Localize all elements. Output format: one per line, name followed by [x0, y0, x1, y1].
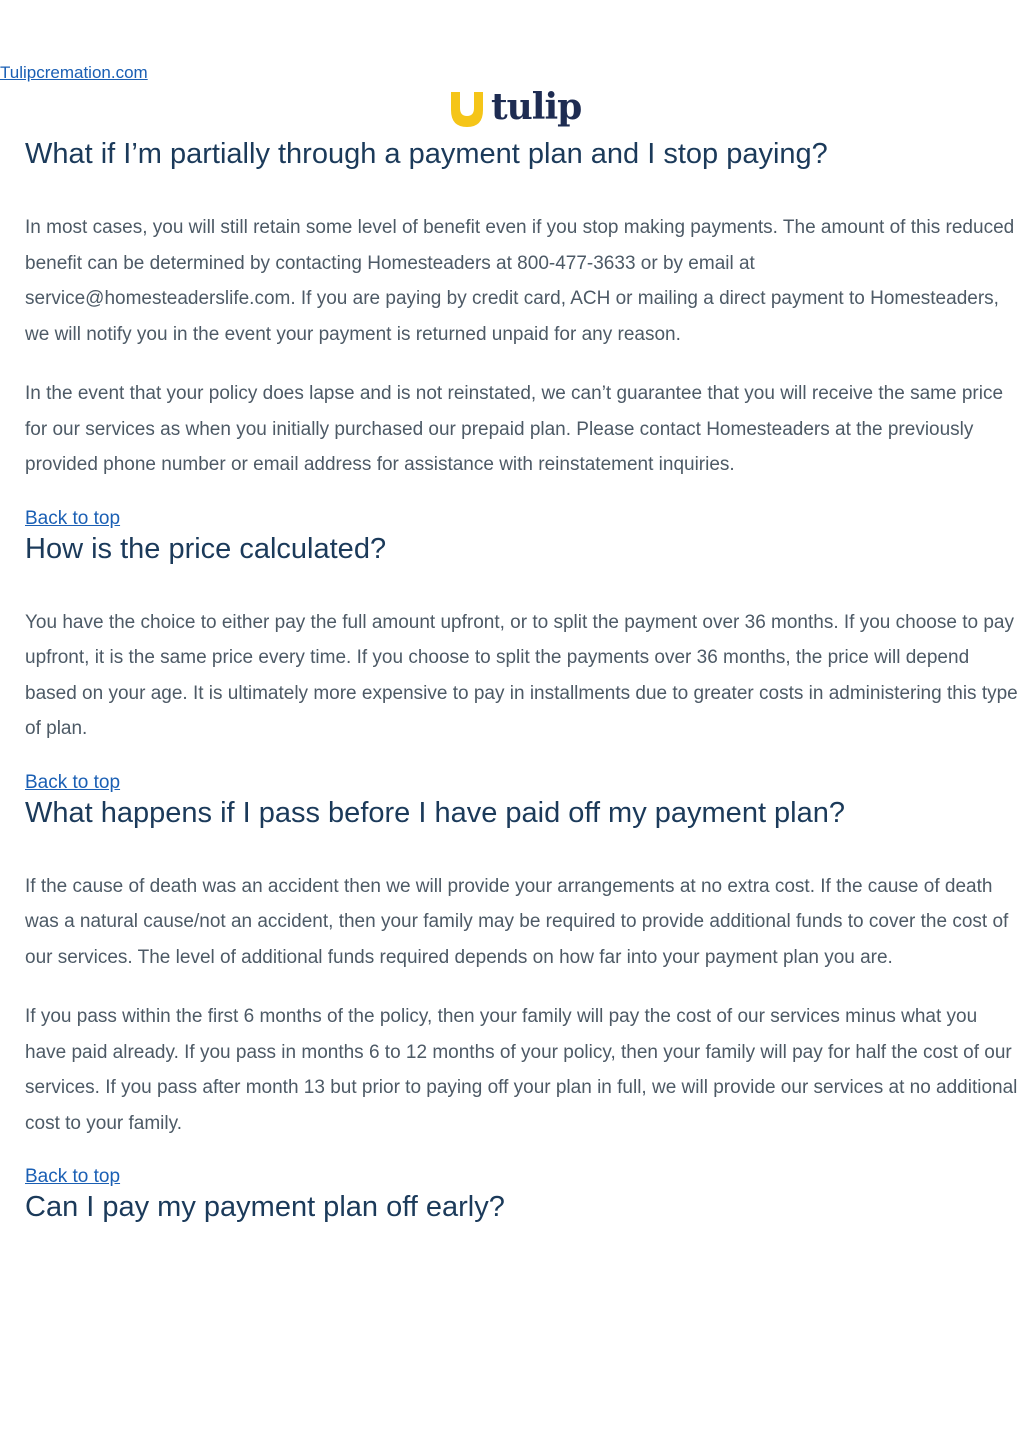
faq-paragraph: If you pass within the first 6 months of the policy, then your family will pay the cost of our services minus what you have paid already. If you pass in months 6 to 12 months of your policy, then your family will pay for half the cost of our services. If you pass after month 13 but prior to paying off your plan in full, we will provide our services at no additional cost to your family.	[25, 1006, 1018, 1134]
tulip-cup-icon	[449, 89, 485, 129]
back-to-top-link[interactable]: Back to top	[25, 507, 121, 529]
logo-wordmark: tulip	[491, 86, 582, 128]
back-to-top-link[interactable]: Back to top	[25, 1166, 121, 1187]
faq-content	[25, 136, 1021, 1225]
faq-heading-pass-before-paid: What happens if I pass before I have paid off my payment plan?	[25, 796, 846, 829]
tulip-logo	[449, 88, 581, 130]
back-to-top-link[interactable]: Back to top	[25, 771, 121, 793]
faq-paragraph: In the event that your policy does lapse and is not reinstated, we can’t guarantee that you will receive the same price for our services as when you initially purchased our prepaid plan. Please contact Homesteaders at the previously provided phone number or email address for assistance with reinstatement inquiries.	[25, 383, 1004, 475]
faq-paragraph: In most cases, you will still retain some level of benefit even if you stop making payments. The amount of this reduced benefit can be determined by contacting Homesteaders at 800-477-3633 or by email at service@homesteaderslife.com. If you are paying by credit card, ACH or mailing a direct payment to Homesteaders, we will notify you in the event your payment is returned unpaid for any reason.	[25, 217, 1015, 345]
site-link[interactable]: Tulipcremation.com	[0, 63, 148, 82]
faq-heading-stop-paying: What if I’m partially through a payment plan and I stop paying?	[25, 138, 828, 170]
faq-paragraph: If the cause of death was an accident then we will provide your arrangements at no extra cost. If the cause of death was a natural cause/not an accident, then your family may be required to provide additional funds to cover the cost of our services. The level of additional funds required depends on how far into your payment plan you are.	[25, 875, 1009, 968]
faq-heading-pay-off-early: Can I pay my payment plan off early?	[25, 1191, 505, 1223]
faq-heading-price-calculated: How is the price calculated?	[25, 532, 387, 565]
faq-paragraph: You have the choice to either pay the full amount upfront, or to split the payment over 36 months. If you choose to pay upfront, it is the same price every time. If you choose to split the payments over 36 months, the price will depend based on your age. It is ultimately more expensive to pay in installments due to greater costs in administering this type of plan.	[25, 611, 1018, 739]
